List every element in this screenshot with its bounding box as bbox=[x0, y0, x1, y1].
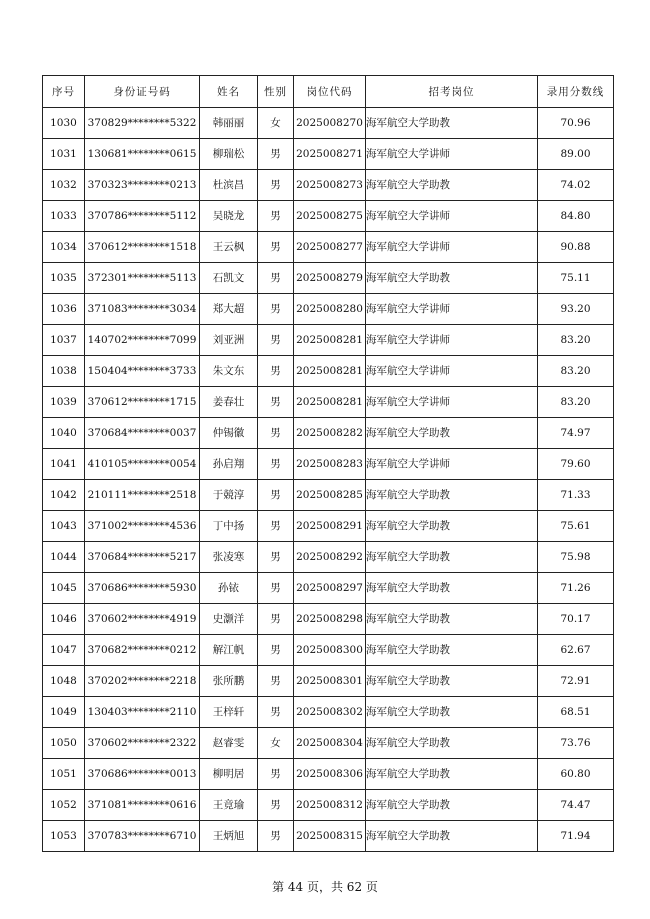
cell-score: 79.60 bbox=[538, 449, 614, 480]
cell-seq: 1044 bbox=[43, 542, 85, 573]
cell-name: 姜春壮 bbox=[200, 387, 258, 418]
cell-seq: 1037 bbox=[43, 325, 85, 356]
cell-id-number: 210111********2518 bbox=[85, 480, 200, 511]
table-row bbox=[43, 325, 614, 356]
table-row bbox=[43, 604, 614, 635]
cell-id-number: 370786********5112 bbox=[85, 201, 200, 232]
cell-id-number: 130681********0615 bbox=[85, 139, 200, 170]
cell-post-code: 2025008304 bbox=[294, 728, 366, 759]
cell-id-number: 370202********2218 bbox=[85, 666, 200, 697]
cell-gender: 男 bbox=[258, 511, 294, 542]
cell-gender: 男 bbox=[258, 480, 294, 511]
cell-name: 王竟瑜 bbox=[200, 790, 258, 821]
cell-post-code: 2025008277 bbox=[294, 232, 366, 263]
cell-post: 海军航空大学助教 bbox=[366, 511, 538, 542]
table-row bbox=[43, 573, 614, 604]
cell-post: 海军航空大学讲师 bbox=[366, 201, 538, 232]
table-row bbox=[43, 697, 614, 728]
cell-score: 71.26 bbox=[538, 573, 614, 604]
cell-seq: 1035 bbox=[43, 263, 85, 294]
cell-name: 王云枫 bbox=[200, 232, 258, 263]
cell-name: 吴晓龙 bbox=[200, 201, 258, 232]
results-table bbox=[42, 75, 614, 852]
cell-gender: 男 bbox=[258, 387, 294, 418]
table-row bbox=[43, 790, 614, 821]
cell-score: 68.51 bbox=[538, 697, 614, 728]
cell-score: 83.20 bbox=[538, 325, 614, 356]
cell-seq: 1043 bbox=[43, 511, 85, 542]
cell-name: 王炳旭 bbox=[200, 821, 258, 852]
cell-gender: 男 bbox=[258, 697, 294, 728]
cell-post: 海军航空大学讲师 bbox=[366, 325, 538, 356]
cell-post: 海军航空大学助教 bbox=[366, 170, 538, 201]
table-row bbox=[43, 511, 614, 542]
table-row bbox=[43, 139, 614, 170]
cell-id-number: 370829********5322 bbox=[85, 108, 200, 139]
cell-gender: 女 bbox=[258, 728, 294, 759]
cell-post: 海军航空大学讲师 bbox=[366, 232, 538, 263]
cell-score: 75.98 bbox=[538, 542, 614, 573]
header-post-code: 岗位代码 bbox=[294, 76, 366, 108]
cell-id-number: 370684********5217 bbox=[85, 542, 200, 573]
cell-post-code: 2025008273 bbox=[294, 170, 366, 201]
cell-gender: 男 bbox=[258, 263, 294, 294]
cell-seq: 1049 bbox=[43, 697, 85, 728]
cell-post: 海军航空大学助教 bbox=[366, 108, 538, 139]
cell-name: 郑大超 bbox=[200, 294, 258, 325]
cell-seq: 1041 bbox=[43, 449, 85, 480]
cell-seq: 1030 bbox=[43, 108, 85, 139]
cell-id-number: 370783********6710 bbox=[85, 821, 200, 852]
cell-gender: 男 bbox=[258, 573, 294, 604]
cell-post: 海军航空大学讲师 bbox=[366, 294, 538, 325]
cell-name: 石凯文 bbox=[200, 263, 258, 294]
cell-id-number: 370682********0212 bbox=[85, 635, 200, 666]
cell-gender: 男 bbox=[258, 635, 294, 666]
cell-score: 71.33 bbox=[538, 480, 614, 511]
table-row bbox=[43, 201, 614, 232]
cell-post: 海军航空大学助教 bbox=[366, 635, 538, 666]
cell-post: 海军航空大学助教 bbox=[366, 697, 538, 728]
cell-post-code: 2025008281 bbox=[294, 387, 366, 418]
cell-name: 解江帆 bbox=[200, 635, 258, 666]
cell-gender: 男 bbox=[258, 604, 294, 635]
cell-post: 海军航空大学助教 bbox=[366, 480, 538, 511]
cell-post: 海军航空大学助教 bbox=[366, 604, 538, 635]
cell-post: 海军航空大学助教 bbox=[366, 263, 538, 294]
table-row bbox=[43, 759, 614, 790]
cell-post-code: 2025008270 bbox=[294, 108, 366, 139]
cell-seq: 1033 bbox=[43, 201, 85, 232]
table-row bbox=[43, 294, 614, 325]
cell-post: 海军航空大学助教 bbox=[366, 542, 538, 573]
cell-name: 仲锡徽 bbox=[200, 418, 258, 449]
cell-id-number: 370602********2322 bbox=[85, 728, 200, 759]
cell-post: 海军航空大学助教 bbox=[366, 790, 538, 821]
cell-name: 张凌寒 bbox=[200, 542, 258, 573]
table-row bbox=[43, 449, 614, 480]
cell-gender: 男 bbox=[258, 325, 294, 356]
cell-seq: 1047 bbox=[43, 635, 85, 666]
cell-id-number: 370602********4919 bbox=[85, 604, 200, 635]
table-row bbox=[43, 263, 614, 294]
cell-score: 71.94 bbox=[538, 821, 614, 852]
cell-seq: 1050 bbox=[43, 728, 85, 759]
cell-post: 海军航空大学助教 bbox=[366, 418, 538, 449]
cell-name: 丁中扬 bbox=[200, 511, 258, 542]
cell-gender: 男 bbox=[258, 759, 294, 790]
cell-id-number: 371083********3034 bbox=[85, 294, 200, 325]
cell-id-number: 371081********0616 bbox=[85, 790, 200, 821]
cell-id-number: 410105********0054 bbox=[85, 449, 200, 480]
table-row bbox=[43, 821, 614, 852]
cell-seq: 1051 bbox=[43, 759, 85, 790]
cell-name: 朱文东 bbox=[200, 356, 258, 387]
page-number: 第 44 页，共 62 页 bbox=[272, 880, 378, 894]
table-row bbox=[43, 635, 614, 666]
cell-seq: 1048 bbox=[43, 666, 85, 697]
cell-id-number: 150404********3733 bbox=[85, 356, 200, 387]
cell-score: 75.61 bbox=[538, 511, 614, 542]
cell-name: 史灏洋 bbox=[200, 604, 258, 635]
cell-id-number: 370612********1518 bbox=[85, 232, 200, 263]
cell-score: 74.97 bbox=[538, 418, 614, 449]
cell-score: 83.20 bbox=[538, 387, 614, 418]
cell-post-code: 2025008275 bbox=[294, 201, 366, 232]
cell-post: 海军航空大学助教 bbox=[366, 666, 538, 697]
cell-seq: 1034 bbox=[43, 232, 85, 263]
cell-post-code: 2025008315 bbox=[294, 821, 366, 852]
cell-post: 海军航空大学讲师 bbox=[366, 139, 538, 170]
cell-seq: 1052 bbox=[43, 790, 85, 821]
cell-post-code: 2025008271 bbox=[294, 139, 366, 170]
table-row bbox=[43, 728, 614, 759]
cell-post-code: 2025008302 bbox=[294, 697, 366, 728]
cell-post-code: 2025008280 bbox=[294, 294, 366, 325]
cell-gender: 女 bbox=[258, 108, 294, 139]
cell-post-code: 2025008281 bbox=[294, 356, 366, 387]
cell-id-number: 370612********1715 bbox=[85, 387, 200, 418]
cell-name: 赵睿雯 bbox=[200, 728, 258, 759]
cell-name: 孙铱 bbox=[200, 573, 258, 604]
cell-seq: 1053 bbox=[43, 821, 85, 852]
cell-post-code: 2025008306 bbox=[294, 759, 366, 790]
cell-post-code: 2025008292 bbox=[294, 542, 366, 573]
cell-name: 韩丽丽 bbox=[200, 108, 258, 139]
cell-gender: 男 bbox=[258, 449, 294, 480]
cell-id-number: 370323********0213 bbox=[85, 170, 200, 201]
cell-post-code: 2025008281 bbox=[294, 325, 366, 356]
header-post: 招考岗位 bbox=[366, 76, 538, 108]
cell-gender: 男 bbox=[258, 542, 294, 573]
cell-score: 83.20 bbox=[538, 356, 614, 387]
cell-score: 93.20 bbox=[538, 294, 614, 325]
cell-post-code: 2025008291 bbox=[294, 511, 366, 542]
cell-seq: 1038 bbox=[43, 356, 85, 387]
cell-post: 海军航空大学助教 bbox=[366, 573, 538, 604]
cell-score: 89.00 bbox=[538, 139, 614, 170]
cell-post-code: 2025008300 bbox=[294, 635, 366, 666]
table-row bbox=[43, 542, 614, 573]
cell-post-code: 2025008298 bbox=[294, 604, 366, 635]
cell-score: 70.96 bbox=[538, 108, 614, 139]
cell-seq: 1046 bbox=[43, 604, 85, 635]
cell-id-number: 371002********4536 bbox=[85, 511, 200, 542]
cell-post-code: 2025008285 bbox=[294, 480, 366, 511]
cell-post: 海军航空大学讲师 bbox=[366, 356, 538, 387]
cell-name: 柳明居 bbox=[200, 759, 258, 790]
cell-gender: 男 bbox=[258, 790, 294, 821]
cell-name: 王梓轩 bbox=[200, 697, 258, 728]
table-row bbox=[43, 480, 614, 511]
header-name: 姓名 bbox=[200, 76, 258, 108]
cell-gender: 男 bbox=[258, 821, 294, 852]
cell-id-number: 140702********7099 bbox=[85, 325, 200, 356]
cell-score: 90.88 bbox=[538, 232, 614, 263]
cell-post: 海军航空大学讲师 bbox=[366, 449, 538, 480]
table-row bbox=[43, 170, 614, 201]
cell-post: 海军航空大学助教 bbox=[366, 728, 538, 759]
cell-seq: 1042 bbox=[43, 480, 85, 511]
cell-post: 海军航空大学助教 bbox=[366, 759, 538, 790]
cell-seq: 1031 bbox=[43, 139, 85, 170]
table-row bbox=[43, 356, 614, 387]
cell-post-code: 2025008301 bbox=[294, 666, 366, 697]
cell-gender: 男 bbox=[258, 356, 294, 387]
cell-seq: 1032 bbox=[43, 170, 85, 201]
cell-name: 杜滨昌 bbox=[200, 170, 258, 201]
cell-name: 刘亚洲 bbox=[200, 325, 258, 356]
cell-post: 海军航空大学讲师 bbox=[366, 387, 538, 418]
header-score: 录用分数线 bbox=[538, 76, 614, 108]
table-row bbox=[43, 232, 614, 263]
cell-post-code: 2025008297 bbox=[294, 573, 366, 604]
cell-id-number: 370684********0037 bbox=[85, 418, 200, 449]
cell-name: 柳瑞松 bbox=[200, 139, 258, 170]
cell-name: 孙启翔 bbox=[200, 449, 258, 480]
cell-seq: 1045 bbox=[43, 573, 85, 604]
cell-id-number: 372301********5113 bbox=[85, 263, 200, 294]
table-row bbox=[43, 387, 614, 418]
cell-score: 73.76 bbox=[538, 728, 614, 759]
cell-name: 张所鹏 bbox=[200, 666, 258, 697]
cell-score: 70.17 bbox=[538, 604, 614, 635]
cell-gender: 男 bbox=[258, 170, 294, 201]
cell-id-number: 130403********2110 bbox=[85, 697, 200, 728]
cell-gender: 男 bbox=[258, 294, 294, 325]
cell-gender: 男 bbox=[258, 418, 294, 449]
cell-score: 72.91 bbox=[538, 666, 614, 697]
cell-score: 84.80 bbox=[538, 201, 614, 232]
cell-post: 海军航空大学助教 bbox=[366, 821, 538, 852]
cell-id-number: 370686********5930 bbox=[85, 573, 200, 604]
cell-seq: 1039 bbox=[43, 387, 85, 418]
cell-post-code: 2025008279 bbox=[294, 263, 366, 294]
cell-score: 74.02 bbox=[538, 170, 614, 201]
cell-gender: 男 bbox=[258, 201, 294, 232]
cell-name: 于競淳 bbox=[200, 480, 258, 511]
cell-score: 74.47 bbox=[538, 790, 614, 821]
cell-post-code: 2025008282 bbox=[294, 418, 366, 449]
table-body bbox=[43, 108, 614, 852]
cell-score: 62.67 bbox=[538, 635, 614, 666]
cell-gender: 男 bbox=[258, 139, 294, 170]
cell-id-number: 370686********0013 bbox=[85, 759, 200, 790]
header-id-number: 身份证号码 bbox=[85, 76, 200, 108]
cell-score: 60.80 bbox=[538, 759, 614, 790]
table-row bbox=[43, 108, 614, 139]
table-header-row bbox=[43, 76, 614, 108]
cell-gender: 男 bbox=[258, 232, 294, 263]
page-footer bbox=[0, 878, 650, 895]
cell-seq: 1036 bbox=[43, 294, 85, 325]
table-row bbox=[43, 666, 614, 697]
table-row bbox=[43, 418, 614, 449]
cell-post-code: 2025008283 bbox=[294, 449, 366, 480]
header-seq: 序号 bbox=[43, 76, 85, 108]
cell-seq: 1040 bbox=[43, 418, 85, 449]
cell-post-code: 2025008312 bbox=[294, 790, 366, 821]
cell-gender: 男 bbox=[258, 666, 294, 697]
cell-score: 75.11 bbox=[538, 263, 614, 294]
header-gender: 性别 bbox=[258, 76, 294, 108]
